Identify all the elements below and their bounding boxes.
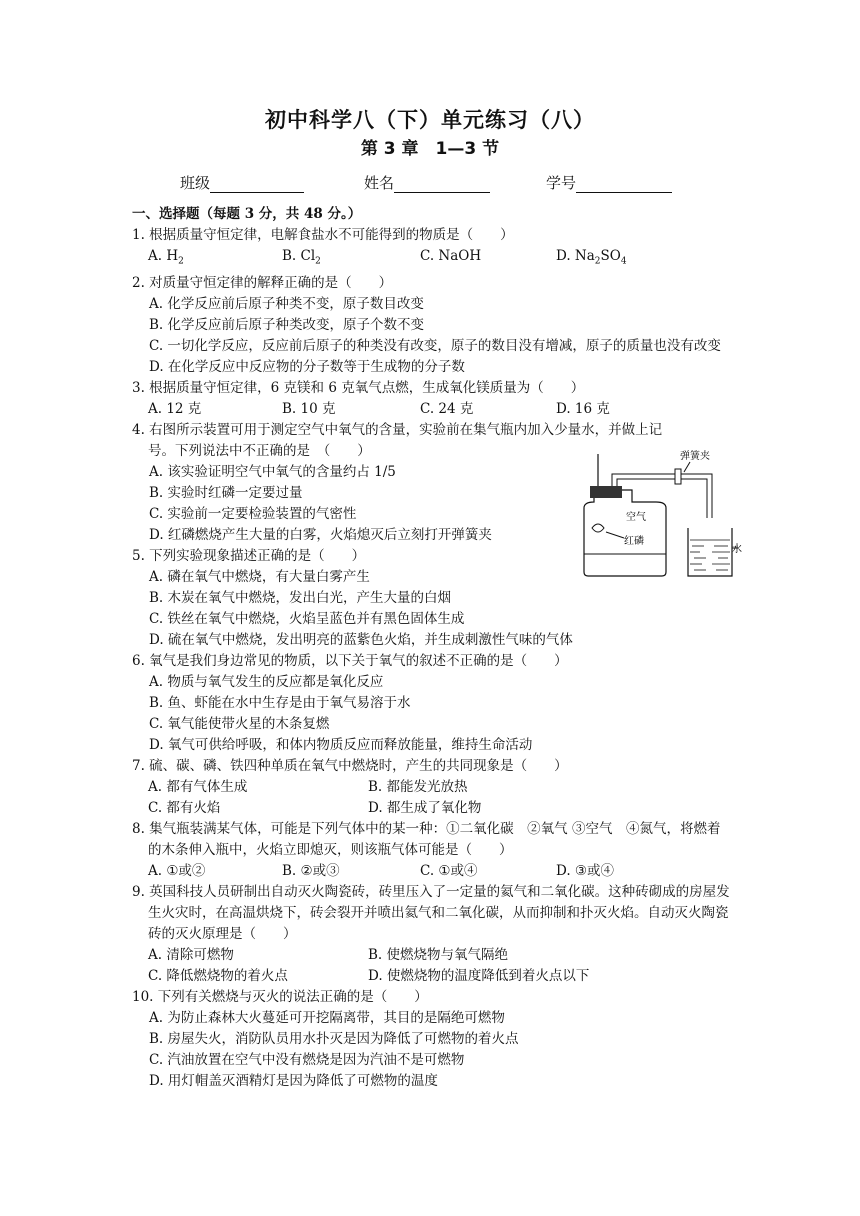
option-d[interactable]: D. 都生成了氧化物 (368, 799, 482, 816)
option-d[interactable]: D. 硫在氧气中燃烧，发出明亮的蓝紫色火焰，并生成刺激性气味的气体 (149, 631, 573, 648)
options-row-1 (148, 945, 732, 966)
option-b[interactable]: B. ②或③ (282, 862, 340, 879)
option-a[interactable]: A. 化学反应前后原子种类不变，原子数目改变 (149, 295, 424, 312)
option-a[interactable]: A. ①或② (148, 862, 206, 879)
question-6 (132, 651, 732, 756)
id-blank[interactable] (576, 176, 672, 193)
class-field[interactable] (180, 172, 304, 193)
student-id-field[interactable] (546, 172, 672, 193)
question-text-line2: 号。下列说法中不正确的是 （ ） (148, 442, 371, 459)
question-text: 3. 根据质量守恒定律，6 克镁和 6 克氧气点燃，生成氧化镁质量为（ ） (132, 379, 585, 396)
option-a[interactable]: A. 物质与氧气发生的反应都是氧化反应 (149, 673, 384, 690)
question-text: 1. 根据质量守恒定律，电解食盐水不可能得到的物质是（ ） (132, 227, 514, 243)
options-row-2 (148, 798, 732, 819)
question-text: 10. 下列有关燃烧与灭火的说法正确的是（ ） (132, 988, 428, 1005)
option-d[interactable]: D. 在化学反应中反应物的分子数等于生成物的分子数 (149, 358, 465, 375)
option-b[interactable]: B. 木炭在氧气中燃烧，发出白光，产生大量的白烟 (149, 589, 452, 606)
option-a[interactable]: A. 该实验证明空气中氧气的含量约占 1/5 (149, 463, 396, 480)
option-d[interactable]: D. ③或④ (556, 862, 615, 879)
question-text: 8. 集气瓶装满某气体，可能是下列气体中的某一种：①二氧化碳 ②氧气 ③空气 ④氮气，将燃着的木条伸入瓶中，火焰立即熄灭，则该瓶气体可能是（ ） (132, 820, 721, 858)
spring-clip (675, 469, 681, 484)
name-field[interactable] (364, 172, 490, 193)
oxygen-measurement-apparatus (572, 448, 742, 578)
question-3 (132, 378, 732, 420)
option-a[interactable]: A. $H_2$ (148, 248, 184, 267)
question-7 (132, 756, 732, 819)
option-d[interactable]: D. $Na_2SO_4$ (556, 248, 627, 267)
page-subtitle: 第 3 章 1—3 节 (360, 139, 500, 159)
id-label: 学号 (546, 174, 577, 192)
question-1 (132, 225, 732, 273)
option-d[interactable]: D. 16 克 (556, 400, 610, 417)
question-text: 7. 硫、碳、磷、铁四种单质在氧气中燃烧时，产生的共同现象是（ ） (132, 757, 568, 774)
option-b[interactable]: B. 10 克 (282, 400, 336, 417)
option-a[interactable]: A. 磷在氧气中燃烧，有大量白雾产生 (149, 568, 370, 585)
beaker-water (690, 540, 730, 570)
option-b[interactable]: B. 化学反应前后原子种类改变，原子个数不变 (149, 316, 425, 333)
option-b[interactable]: B. 鱼、虾能在水中生存是由于氧气易溶于水 (149, 694, 411, 711)
option-d[interactable]: D. 氧气可供给呼吸，和体内物质反应而释放能量，维持生命活动 (149, 736, 533, 753)
options (148, 861, 732, 882)
option-c[interactable]: C. 实验前一定要检验装置的气密性 (149, 505, 357, 522)
question-text: 9. 英国科技人员研制出自动灭火陶瓷砖，砖里压入了一定量的氦气和二氧化碳。这种砖砌成的房屋发生火灾时，在高温烘烧下，砖会裂开并喷出氦气和二氧化碳，从而抑制和扑灭火焰。自动灭火陶瓷砖的灭火原理是（ ） (132, 883, 730, 942)
option-b[interactable]: B. $Cl_2$ (282, 248, 321, 267)
question-9 (132, 882, 732, 987)
option-c[interactable]: C. NaOH (420, 248, 482, 264)
option-a[interactable]: A. 12 克 (148, 400, 202, 417)
options (148, 399, 732, 420)
option-c[interactable]: C. 铁丝在氧气中燃烧，火焰呈蓝色并有黑色固体生成 (149, 610, 465, 627)
section-heading: 一、选择题（每题 3 分，共 48 分。） (132, 206, 362, 222)
options-row-2 (148, 966, 732, 987)
option-d[interactable]: D. 红磷燃烧产生大量的白雾，火焰熄灭后立刻打开弹簧夹 (149, 526, 492, 543)
option-c[interactable]: C. 一切化学反应，反应前后原子的种类没有改变，原子的数目没有增减，原子的质量也没有改变 (149, 337, 721, 354)
option-a[interactable]: A. 都有气体生成 (148, 778, 248, 795)
question-list (132, 204, 742, 1092)
question-8 (132, 819, 732, 882)
option-b[interactable]: B. 使燃烧物与氧气隔绝 (368, 946, 509, 963)
option-c[interactable]: C. 氧气能使带火星的木条复燃 (149, 715, 330, 732)
option-c[interactable]: C. ①或④ (420, 862, 478, 879)
option-b[interactable]: B. 都能发光放热 (368, 778, 468, 795)
gas-bottle (584, 490, 666, 576)
options (148, 246, 732, 273)
question-text: 2. 对质量守恒定律的解释正确的是（ ） (132, 274, 393, 291)
spring-clip-pointer (684, 462, 690, 472)
option-c[interactable]: C. 汽油放置在空气中没有燃烧是因为汽油不是可燃物 (149, 1051, 465, 1068)
water-label: 水 (732, 543, 742, 555)
class-label: 班级 (180, 174, 211, 192)
air-label: 空气 (626, 511, 646, 523)
option-c[interactable]: C. 24 克 (420, 400, 474, 417)
name-label: 姓名 (364, 174, 395, 192)
options-row-1 (148, 777, 732, 798)
question-text: 6. 氧气是我们身边常见的物质，以下关于氧气的叙述不正确的是（ ） (132, 652, 568, 669)
option-d[interactable]: D. 用灯帽盖灭酒精灯是因为降低了可燃物的温度 (149, 1072, 438, 1089)
name-blank[interactable] (394, 176, 490, 193)
option-b[interactable]: B. 房屋失火，消防队员用水扑灭是因为降低了可燃物的着火点 (149, 1030, 519, 1047)
option-a[interactable]: A. 为防止森林大火蔓延可开挖隔离带，其目的是隔绝可燃物 (149, 1009, 505, 1026)
question-2 (132, 273, 732, 378)
spring-clip-label: 弹簧夹 (680, 450, 710, 462)
class-blank[interactable] (210, 176, 304, 193)
option-c[interactable]: C. 降低燃烧物的着火点 (148, 967, 288, 984)
question-4 (132, 420, 742, 555)
option-d[interactable]: D. 使燃烧物的温度降低到着火点以下 (368, 967, 590, 984)
option-a[interactable]: A. 清除可燃物 (148, 946, 234, 963)
option-b[interactable]: B. 实验时红磷一定要过量 (149, 484, 303, 501)
question-10 (132, 987, 732, 1092)
phosphorus-label: 红磷 (624, 535, 644, 547)
question-text: 5. 下列实验现象描述正确的是（ ） (132, 547, 366, 564)
page-title: 初中科学八（下）单元练习（八） (265, 108, 595, 132)
question-text-line1: 4. 右图所示装置可用于测定空气中氧气的含量，实验前在集气瓶内加入少量水，并做上记 (132, 421, 663, 438)
option-c[interactable]: C. 都有火焰 (148, 799, 221, 816)
rubber-stopper (590, 486, 622, 498)
